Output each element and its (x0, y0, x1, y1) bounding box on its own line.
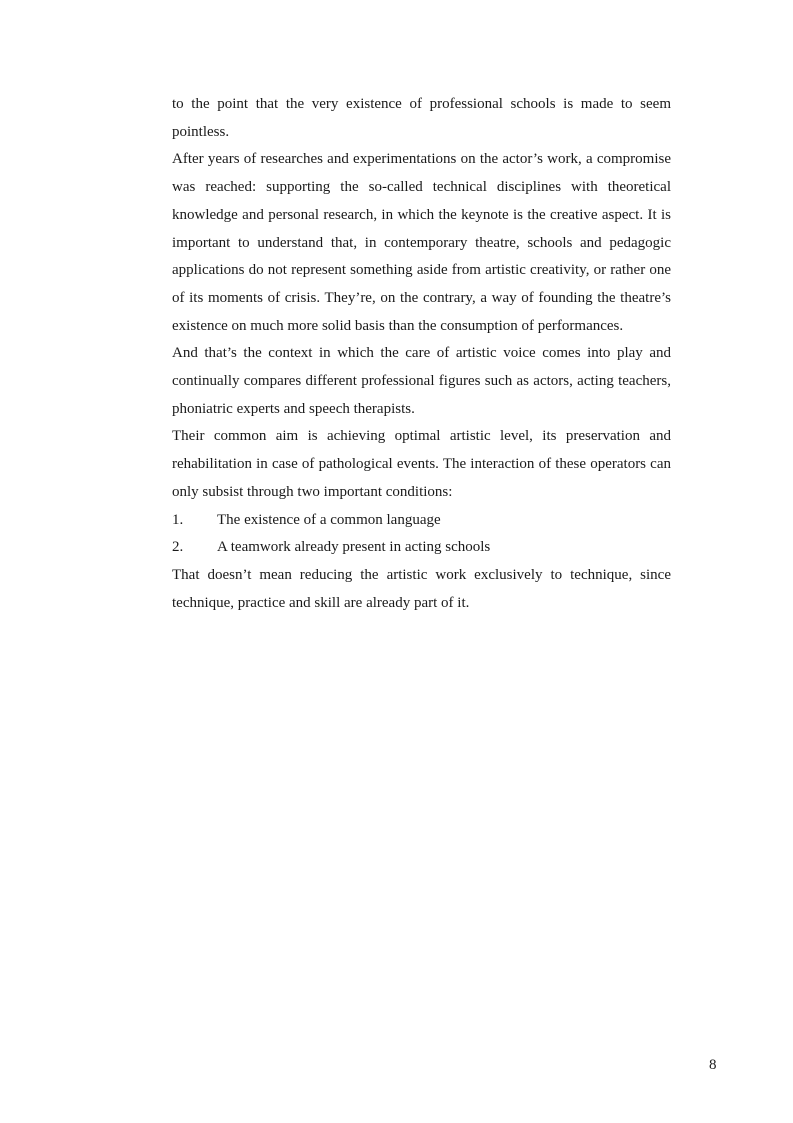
list-item-text: The existence of a common language (217, 511, 441, 528)
paragraph-2: After years of researches and experimentations on the actor’s work, a compromise was reached: supporting the so-called technical disciplines with theoretical knowledge and personal research, in which the keynote is the creative aspect. It is important to understand that, in contemporary theatre, schools and pedagogic applications do not represent something aside from artistic creativity, or rather one of its moments of crisis. They’re, on the contrary, a way of founding the theatre’s existence on much more solid basis than the consumption of performances. (172, 151, 671, 334)
paragraph-4: Their common aim is achieving optimal artistic level, its preservation and rehabilitation in case of pathological events. The interaction of these operators can only subsist through two important conditions: (172, 428, 671, 500)
closing-paragraph: That doesn’t mean reducing the artistic work exclusively to technique, since technique, practice and skill are already part of it. (172, 566, 671, 611)
paragraph-1: to the point that the very existence of professional schools is made to seem pointless. (172, 96, 671, 140)
body-text (172, 91, 671, 617)
list-item-number: 1. (172, 511, 184, 528)
paragraph-3: And that’s the context in which the care of artistic voice comes into play and continually compares different professional figures such as actors, acting teachers, phoniatric experts and speech therapists. (172, 345, 671, 417)
list-item-text: A teamwork already present in acting schools (217, 539, 491, 556)
list-item-number: 2. (172, 539, 184, 556)
page-number: 8 (709, 1057, 717, 1073)
list-item-1 (172, 507, 671, 535)
list-item-2 (172, 534, 671, 562)
